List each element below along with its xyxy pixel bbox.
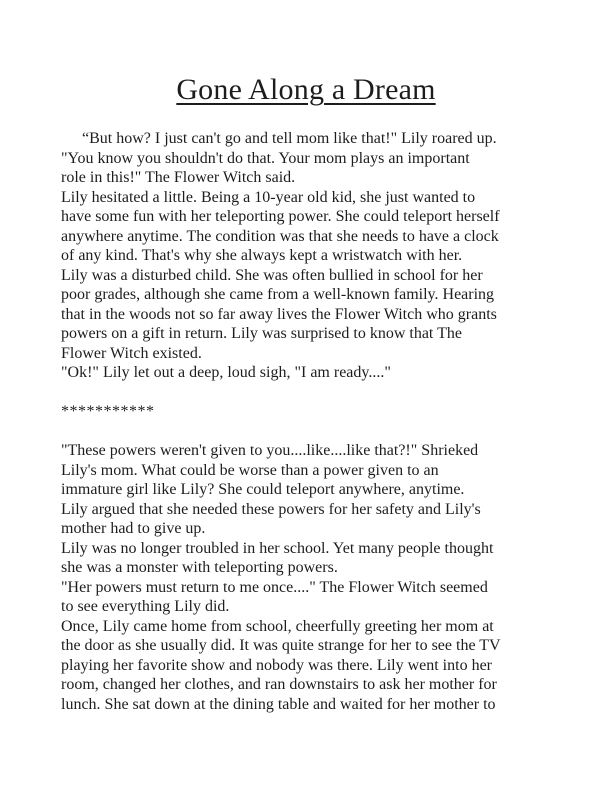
text-line: lunch. She sat down at the dining table and waited for her mother to — [61, 695, 496, 713]
text-line: to see everything Lily did. — [61, 598, 230, 615]
section-separator: *********** — [61, 403, 155, 420]
text-line: anywhere anytime. The condition was that she needs to have a clock — [61, 227, 499, 245]
text-line: role in this!" The Flower Witch said. — [61, 169, 296, 186]
text-line: Lily was a disturbed child. She was often bullied in school for her — [61, 266, 483, 284]
text-line: Lily's mom. What could be worse than a power given to an — [61, 461, 439, 479]
text-line: playing her favorite show and nobody was there. Lily went into her — [61, 656, 492, 674]
text-line: immature girl like Lily? She could teleport anywhere, anytime. — [61, 481, 465, 498]
text-line: "You know you shouldn't do that. Your mom plays an important — [61, 149, 470, 167]
text-line: have some fun with her teleporting power. She could teleport herself — [61, 208, 500, 225]
text-line: poor grades, although she came from a well-known family. Hearing — [61, 286, 495, 303]
text-line: she was a monster with teleporting powers. — [61, 559, 338, 576]
text-line: Flower Witch existed. — [61, 344, 202, 362]
text-line: "These powers weren't given to you....like....like that?!" Shrieked — [61, 442, 479, 459]
blank-line — [61, 383, 551, 403]
text-line: the door as she usually did. It was quite strange for her to see the TV — [61, 637, 501, 654]
document-title: Gone Along a Dream — [176, 73, 436, 106]
text-line: Lily hesitated a little. Being a 10-year old kid, she just wanted to — [61, 188, 476, 206]
text-line: Lily argued that she needed these powers for her safety and Lily's — [61, 500, 481, 518]
text-line: "Her powers must return to me once...." The Flower Witch seemed — [61, 578, 488, 596]
blank-line — [61, 422, 551, 442]
text-line: mother had to give up. — [61, 520, 206, 537]
text-line: “But how? I just can't go and tell mom like that!" Lily roared up. — [82, 130, 497, 147]
text-line: that in the woods not so far away lives the Flower Witch who grants — [61, 305, 497, 323]
text-line: of any kind. That's why she always kept a wristwatch with her. — [61, 247, 463, 264]
story-text-block — [61, 129, 551, 714]
text-line: Once, Lily came home from school, cheerfully greeting her mom at — [61, 617, 494, 635]
text-line: room, changed her clothes, and ran downstairs to ask her mother for — [61, 676, 497, 693]
text-line: Lily was no longer troubled in her school. Yet many people thought — [61, 539, 494, 557]
text-line: powers on a gift in return. Lily was surprised to know that The — [61, 325, 462, 342]
text-line: "Ok!" Lily let out a deep, loud sigh, "I am ready...." — [61, 364, 391, 381]
